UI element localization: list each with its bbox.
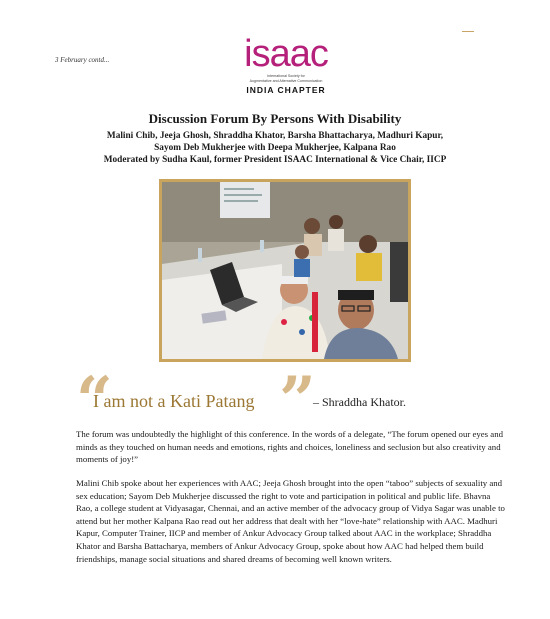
forum-photo	[159, 179, 411, 362]
panelists-line-2: Sayom Deb Mukherjee with Deepa Mukherjee, Kalpana Rao	[154, 143, 396, 153]
moderator-line: Moderated by Sudha Kaul, former President ISAAC International & Vice Chair, IICP	[103, 155, 447, 165]
logo-subtitle-line2: Augmentative and Alternative Communication	[249, 79, 323, 83]
logo-chapter: INDIA CHAPTER	[246, 85, 326, 95]
pull-quote-attribution: – Shraddha Khator.	[313, 395, 406, 409]
logo-subtitle-line1: International Society for	[267, 74, 305, 78]
isaac-india-logo	[236, 35, 336, 95]
corner-decoration	[462, 31, 474, 32]
body-paragraph-2: Malini Chib spoke about her experiences with AAC; Jeeja Ghosh brought into the open “taboo” subjects of sexuality and sex education; Sayom Deb Mukherjee discussed the right to vote and participation in political and public life. Bhavna Rao, a college student at Vidyasagar, Chennai, and an active member of the advocacy group of Vidya Sagar was unable to attend but her mother Kalpana Rao read out her address that dealt with her “love-hate” relationship with AAC. Madhuri Kapur, Computer Trainer, IICP and member of Ankur Advocacy Group talked about AAC in the workplace; Shraddha Khator and Barsha Battacharya, members of Ankur Advocacy Group, spoke about how AAC had helped them build friendships, manage social situations and shared dreams of becoming well known writers.	[76, 478, 505, 564]
pull-quote	[76, 363, 496, 438]
forum-photo-illustration	[162, 182, 408, 359]
open-quote-icon: “	[76, 363, 113, 438]
article-title: Discussion Forum By Persons With Disability	[148, 111, 402, 126]
panelists-line-1: Malini Chib, Jeeja Ghosh, Shraddha Khator, Barsha Bhattacharya, Madhuri Kapur,	[106, 131, 444, 141]
article-heading	[60, 111, 490, 166]
close-quote-icon: ”	[279, 363, 316, 438]
body-paragraph-1: The forum was undoubtedly the highlight of this conference. In the words of a delegate, “The forum opened our eyes and minds as they touched on human needs and emotions, rights and choices, loneliness and seclusion but also creativity and moments of joy!”	[76, 429, 504, 465]
logo-wordmark: isaac	[244, 33, 328, 75]
continuation-date: 3 February contd...	[55, 56, 110, 64]
pull-quote-text: I am not a Kati Patang	[93, 391, 255, 411]
